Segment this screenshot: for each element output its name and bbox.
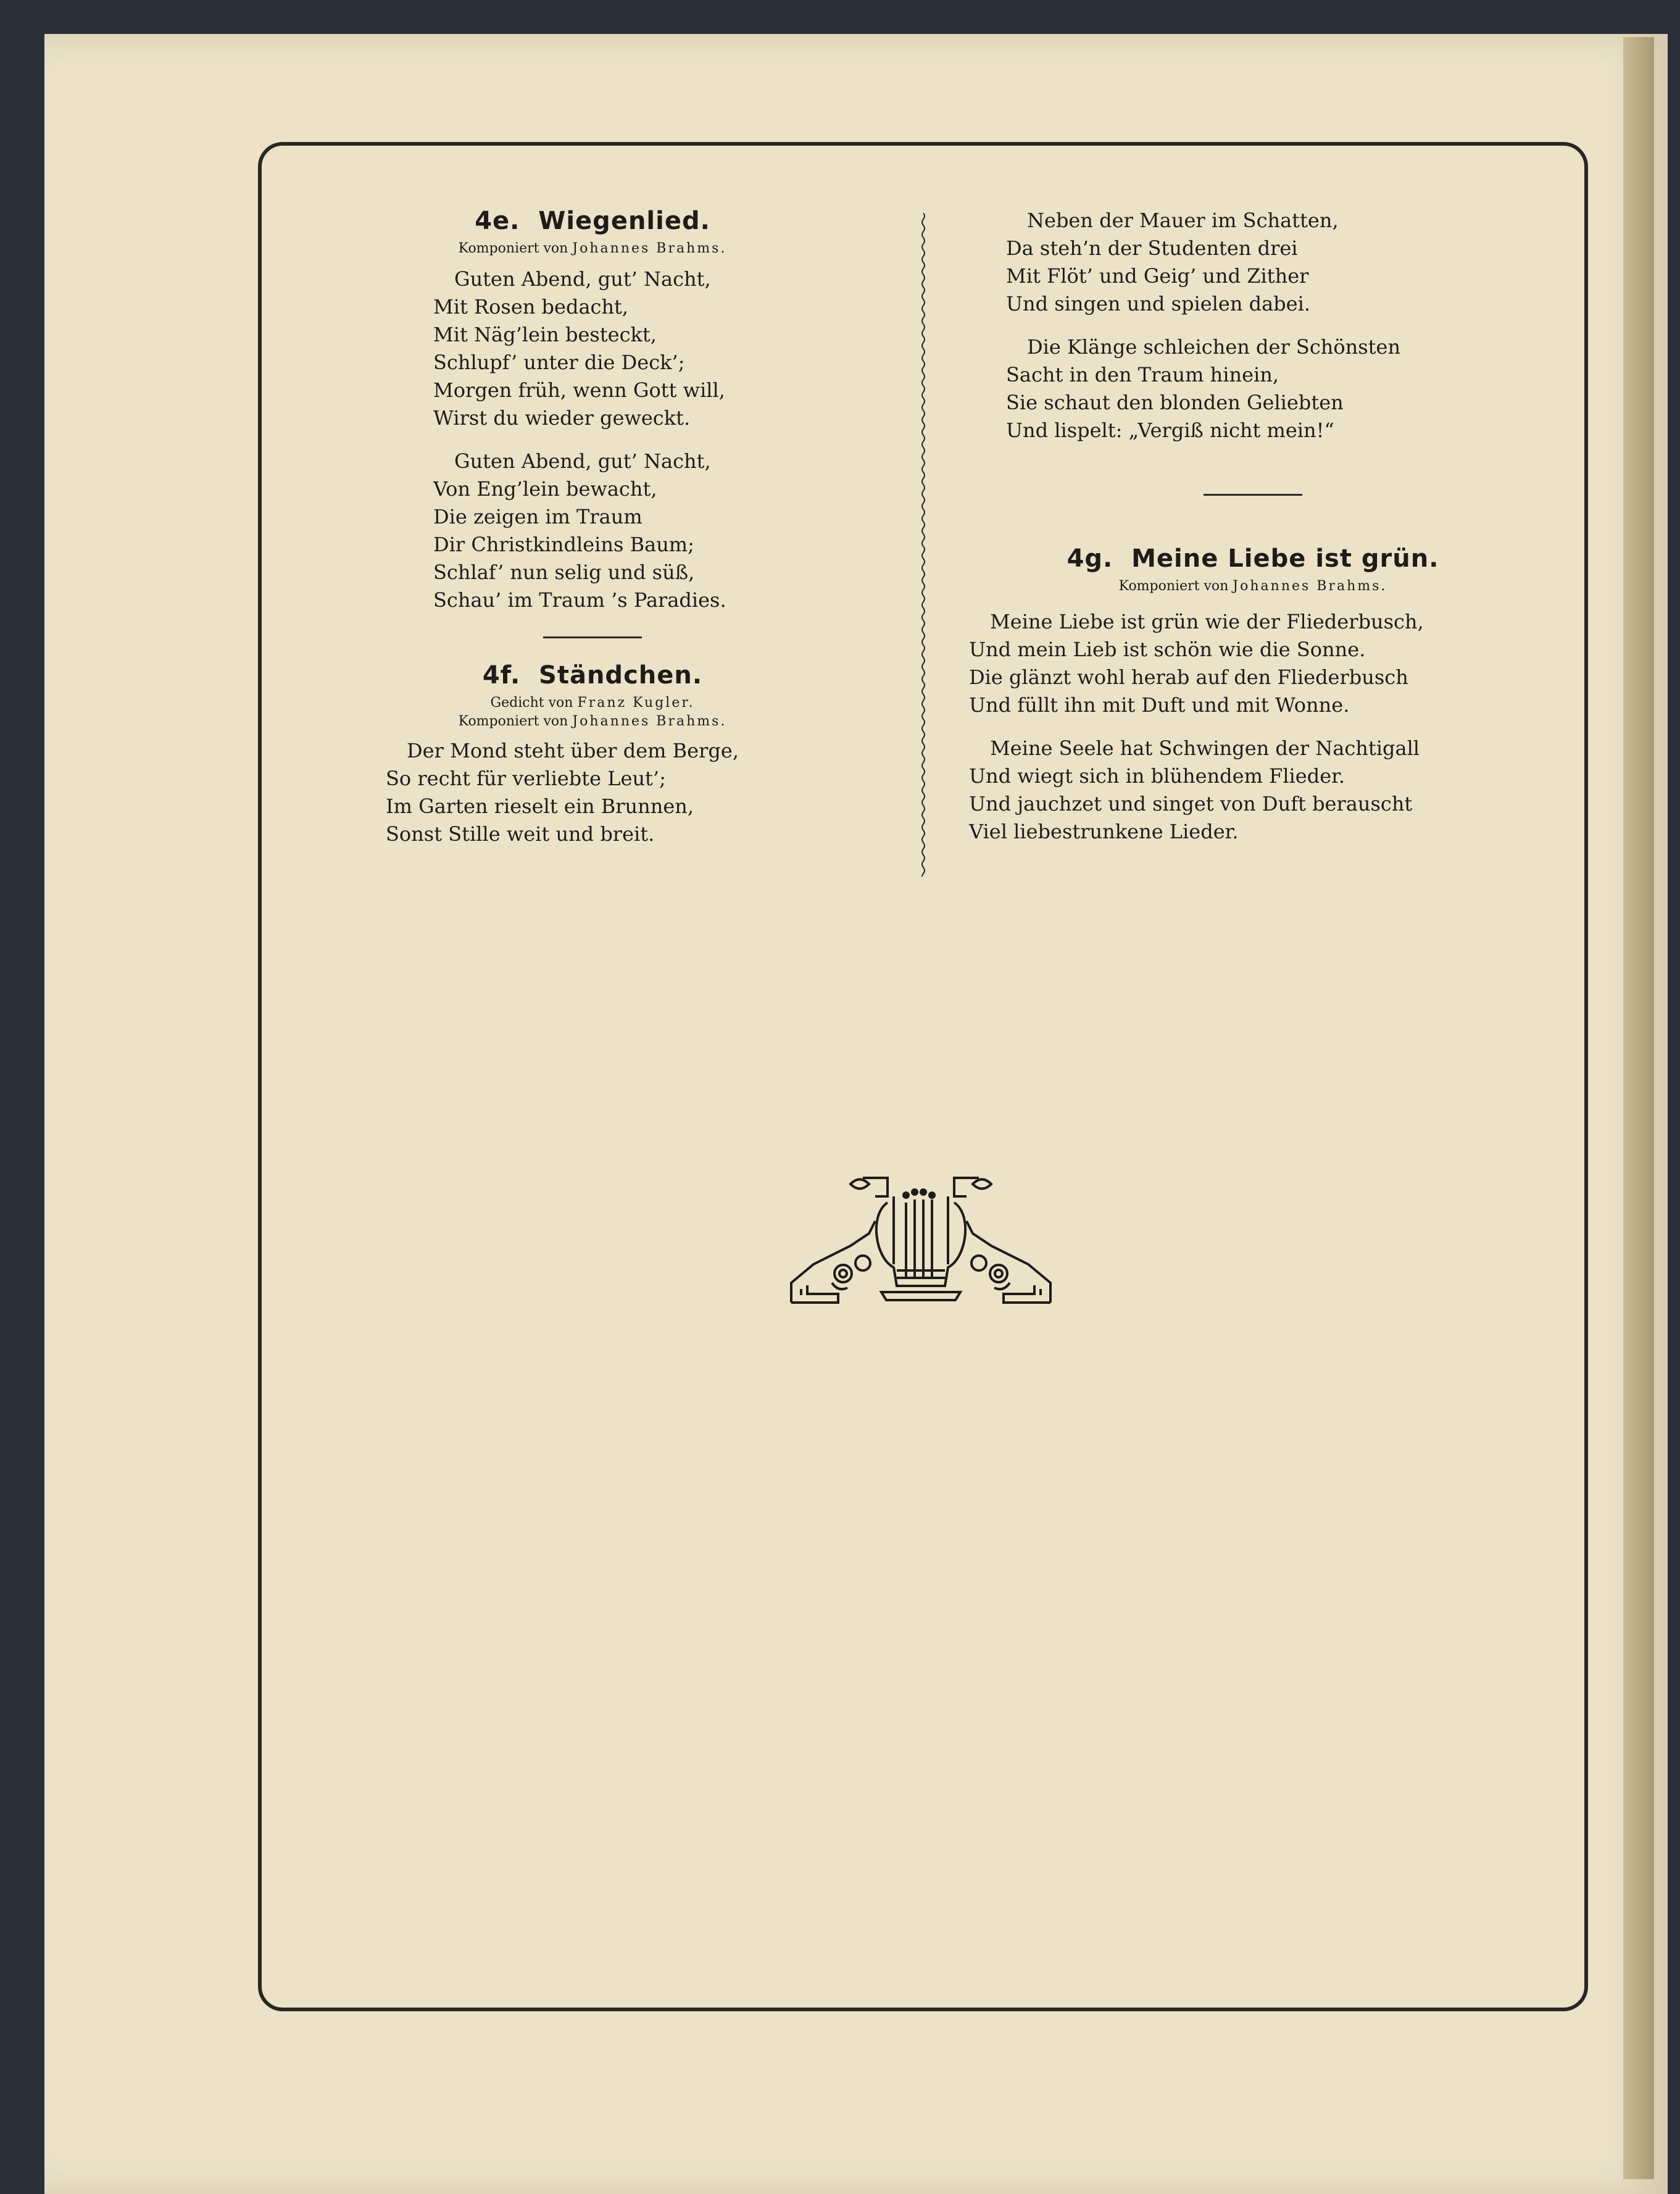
poem-line: Dir Christkindleins Baum; <box>433 533 694 556</box>
poem-line: Sonst Stille weit und breit. <box>386 822 655 846</box>
right-column <box>969 207 1537 846</box>
poem-line: Guten Abend, gut’ Nacht, <box>454 267 711 291</box>
stanza <box>969 608 1537 719</box>
poem-line: Viel liebestrunkene Lieder. <box>969 820 1239 843</box>
poem-line: Und singen und spielen dabei. <box>1006 292 1310 315</box>
poem-line: Die glänzt wohl herab auf den Fliederbusch <box>969 665 1408 689</box>
poem-line: Meine Seele hat Schwingen der Nachtigall <box>990 736 1420 760</box>
poem-line: Mit Flöt’ und Geig’ und Zither <box>1006 264 1309 288</box>
poem-line: Mit Rosen bedacht, <box>433 295 629 319</box>
poem-line: Sacht in den Traum hinein, <box>1006 363 1279 386</box>
poem-line: Schlaf’ nun selig und süß, <box>433 561 695 584</box>
poem-line: Wirst du wieder geweckt. <box>433 406 691 430</box>
poem-line: Sie schaut den blonden Geliebten <box>1006 391 1344 414</box>
stanza <box>1006 333 1537 444</box>
poem-line: Guten Abend, gut’ Nacht, <box>454 449 711 473</box>
left-column <box>370 202 815 848</box>
poem-line: Der Mond steht über dem Berge, <box>407 739 739 762</box>
page-edge <box>1623 37 1654 2179</box>
poem-line: Da steh’n der Studenten drei <box>1006 236 1298 260</box>
stanza <box>370 737 815 848</box>
poet-credit: Gedicht von Franz Kugler. <box>490 695 695 711</box>
section-separator <box>543 636 642 638</box>
stanza <box>370 265 815 432</box>
poem-line: Schau’ im Traum ’s Paradies. <box>433 588 726 612</box>
poem-line: Die zeigen im Traum <box>433 505 642 528</box>
stanza <box>370 448 815 614</box>
lyre-ornament-icon <box>789 1172 1053 1312</box>
poem-line: Und jauchzet und singet von Duft berauscht <box>969 792 1413 815</box>
poem-line: Meine Liebe ist grün wie der Fliederbusch, <box>990 610 1424 633</box>
poem-line: Und wiegt sich in blühendem Flieder. <box>969 764 1345 788</box>
composer-credit: Komponiert von Johannes Brahms. <box>458 241 727 256</box>
composer-credit: Komponiert von Johannes Brahms. <box>458 714 727 729</box>
poem-line: Morgen früh, wenn Gott will, <box>433 378 725 402</box>
poem-line: Und lispelt: „Vergiß nicht mein!“ <box>1006 419 1334 442</box>
poem-line: Die Klänge schleichen der Schönsten <box>1027 335 1401 359</box>
poem-line: Und füllt ihn mit Duft und mit Wonne. <box>969 693 1350 717</box>
poem-line: So recht für verliebte Leut’; <box>386 767 666 790</box>
poem-line: Neben der Mauer im Schatten, <box>1027 209 1339 232</box>
poem-line: Von Eng’lein bewacht, <box>433 477 657 501</box>
song-title-staendchen: 4f. Ständchen. <box>482 661 703 690</box>
song-title-meine-liebe: 4g. Meine Liebe ist grün. <box>1067 544 1439 573</box>
poem-line: Schlupf’ unter die Deck’; <box>433 351 685 374</box>
poem-line: Im Garten rieselt ein Brunnen, <box>386 795 694 818</box>
stanza <box>1006 207 1537 318</box>
wavy-column-divider <box>921 213 926 877</box>
poem-line: Mit Näg’lein besteckt, <box>433 323 657 346</box>
section-separator <box>1204 494 1302 496</box>
poem-line: Und mein Lieb ist schön wie die Sonne. <box>969 638 1366 661</box>
stanza <box>969 735 1537 846</box>
song-title-wiegenlied: 4e. Wiegenlied. <box>475 207 710 235</box>
composer-credit: Komponiert von Johannes Brahms. <box>1118 578 1387 594</box>
